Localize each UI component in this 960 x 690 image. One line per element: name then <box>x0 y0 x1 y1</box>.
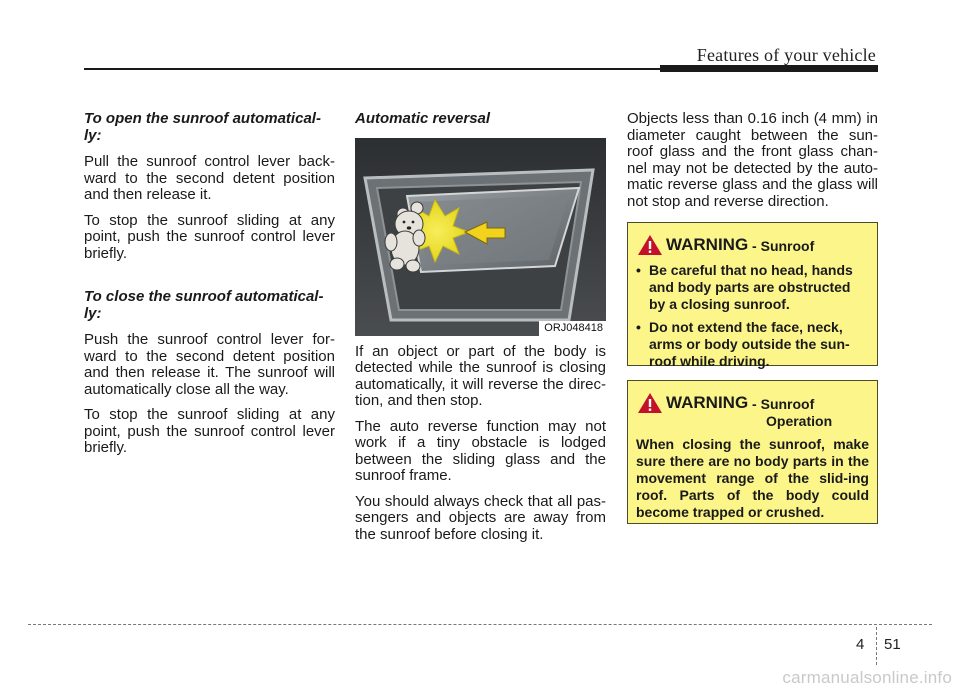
warning-topic-line2: Operation <box>766 413 833 429</box>
warning-topic: - Sunroof <box>748 238 815 254</box>
reversal-paragraph-3: You should always check that all pas-sengers and objects are away from the sunroof before closing it. <box>355 492 606 543</box>
warning-triangle-icon <box>637 392 663 414</box>
warning-triangle-icon <box>637 234 663 256</box>
warning-header <box>628 381 877 414</box>
automatic-reversal-heading: Automatic reversal <box>355 110 491 127</box>
reversal-paragraph-1: If an object or part of the body is detected while the sunroof is closing automatically, it will reverse the direc-tion, and then stop. <box>355 342 606 409</box>
column-left <box>84 111 335 466</box>
warning-text: When closing the sunroof, make sure there are no body parts in the movement range of the slid-ing roof. Parts of the body could become trapped or crushed. <box>636 436 869 520</box>
objects-paragraph: Objects less than 0.16 inch (4 mm) in diameter caught between the sun-roof glass and the front glass chan-nel may not be detected by the auto-matic reverse glass and the glass will not stop and reverse direction. <box>627 110 878 210</box>
chapter-number: 4 <box>856 636 865 653</box>
reversal-paragraph-2: The auto reverse function may not work if a tiny obstacle is lodged between the sliding glass and the sunroof frame. <box>355 417 606 484</box>
figure-code: ORJ048418 <box>539 321 606 336</box>
open-automatically-heading: To open the sunroof automatical-ly: <box>84 110 321 144</box>
page-number: 51 <box>884 636 901 653</box>
close-paragraph-2: To stop the sunroof sliding at any point, push the sunroof control lever briefly. <box>84 406 335 456</box>
header-rule <box>84 68 660 70</box>
warning-item: • Do not extend the face, neck, arms or body outside the sun-roof while driving. <box>636 319 869 370</box>
watermark: carmanualsonline.info <box>782 668 952 687</box>
open-paragraph-2: To stop the sunroof sliding at any point, push the sunroof control lever briefly. <box>84 211 335 262</box>
sunroof-drawing <box>355 138 606 336</box>
header-tab-bar <box>660 65 878 72</box>
footer-divider <box>876 627 877 665</box>
column-right <box>627 111 878 219</box>
column-middle <box>355 111 606 552</box>
warning-topic: - Sunroof <box>748 396 815 412</box>
warning-label: WARNING <box>666 235 749 254</box>
warning-item: • Be careful that no head, hands and body parts are obstructed by a closing sunroof. <box>636 262 869 313</box>
warning-label: WARNING <box>666 393 749 412</box>
section-title: Features of your vehicle <box>696 45 876 65</box>
close-paragraph-1: Push the sunroof control lever for-ward to the second detent position and then release it. The sunroof will automatically close all the way. <box>84 331 335 398</box>
sunroof-illustration <box>355 138 606 336</box>
footer-rule <box>28 624 932 625</box>
warning-header <box>628 223 877 256</box>
warning-list <box>628 262 877 370</box>
warning-box-sunroof <box>627 222 878 369</box>
close-automatically-heading: To close the sunroof automatical-ly: <box>84 288 324 322</box>
warning-box-sunroof-operation <box>627 380 878 524</box>
open-paragraph-1: Pull the sunroof control lever back-ward to the second detent position and then release it. <box>84 153 335 203</box>
